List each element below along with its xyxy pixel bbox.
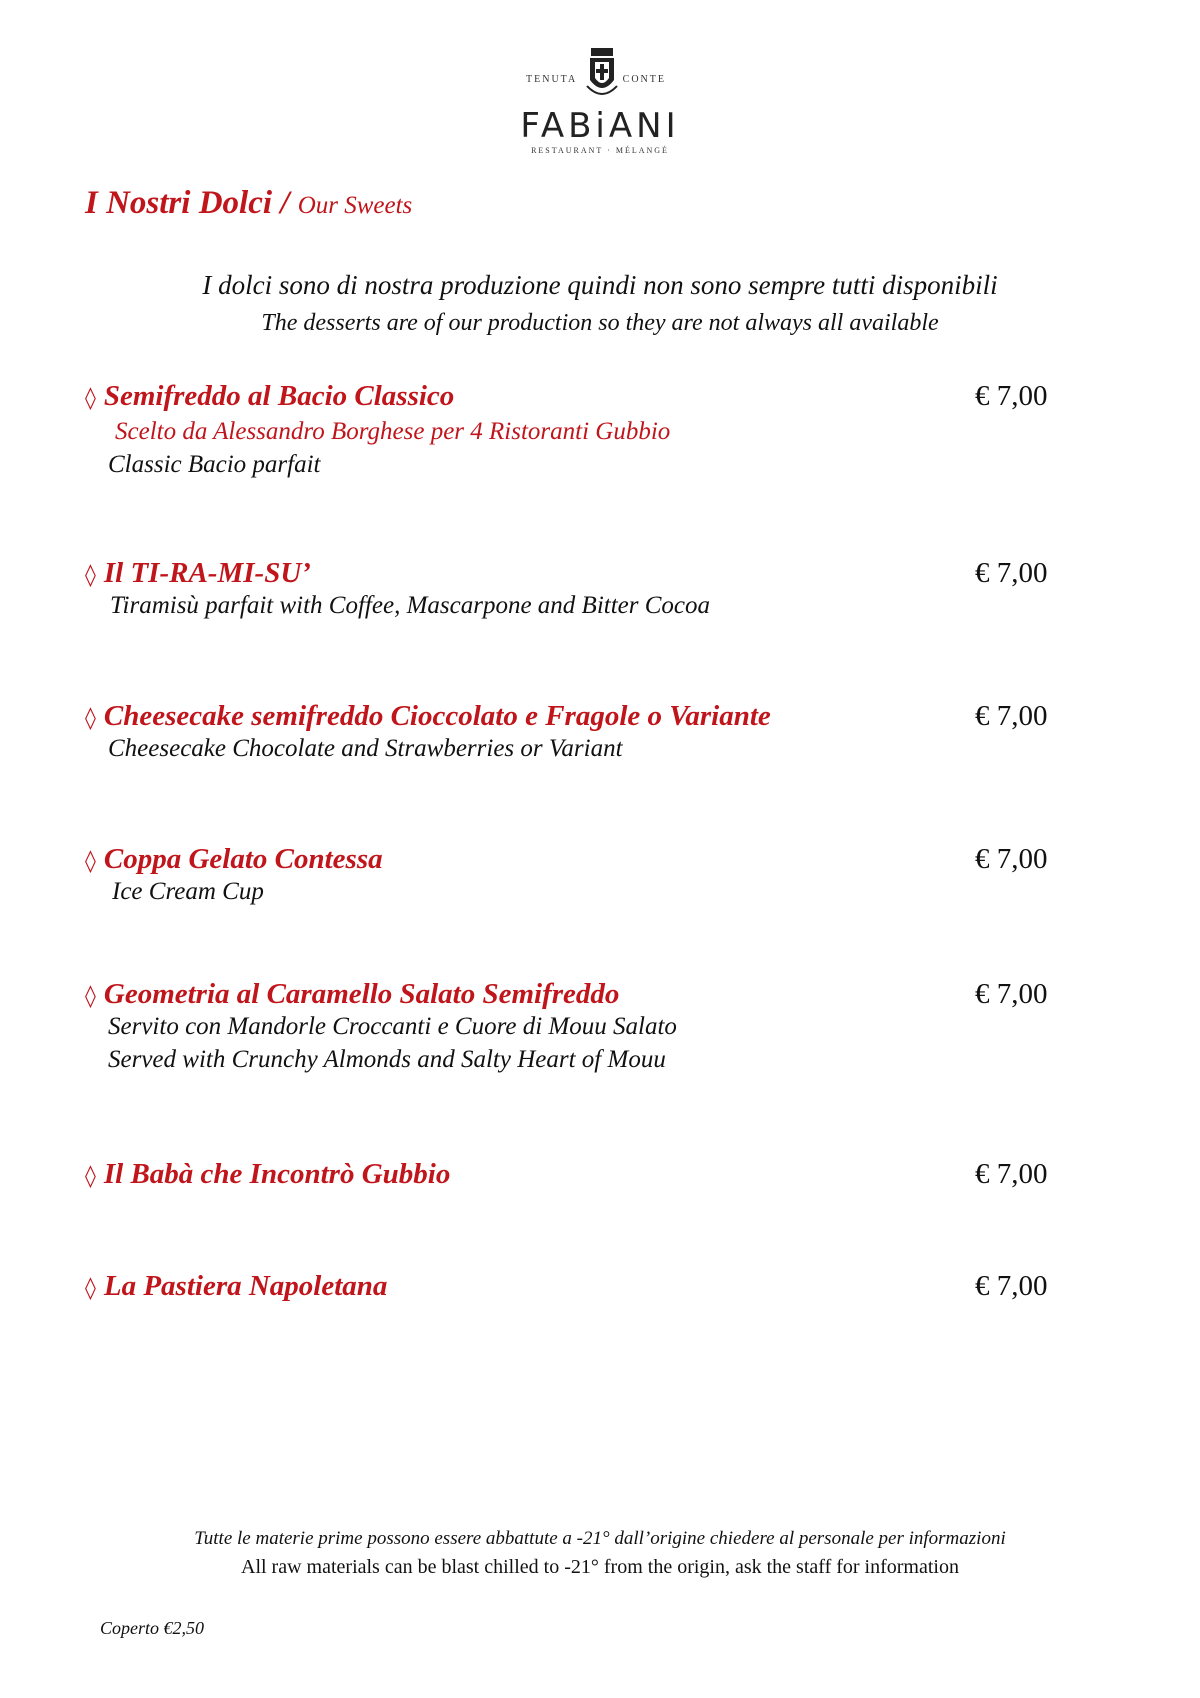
- menu-item-description: Cheesecake Chocolate and Strawberries or Variant: [108, 735, 623, 762]
- diamond-icon: ◊: [85, 1164, 96, 1189]
- menu-item-price: € 7,00: [975, 843, 1048, 875]
- page-title-it: I Nostri Dolci /: [85, 185, 290, 221]
- menu-item-title: Semifreddo al Bacio Classico: [103, 380, 455, 412]
- diamond-icon: ◊: [85, 984, 96, 1009]
- diamond-icon: ◊: [85, 386, 96, 411]
- diamond-icon: ◊: [85, 1276, 96, 1301]
- menu-item-price: € 7,00: [975, 380, 1048, 412]
- logo-top-left-text: TENUTA: [526, 74, 578, 85]
- cover-charge: Coperto €2,50: [100, 1618, 205, 1638]
- footer-note-it: Tutte le materie prime possono essere abbattute a -21° dall’origine chiedere al personale per informazioni: [194, 1528, 1006, 1549]
- logo-brand-name: FABiANI: [520, 106, 680, 146]
- menu-item-description: Tiramisù parfait with Coffee, Mascarpone and Bitter Cocoa: [110, 592, 710, 619]
- logo-top-right-text: CONTE: [622, 74, 666, 85]
- menu-item-title: Coppa Gelato Contessa: [103, 843, 383, 875]
- menu-item-name: [85, 978, 619, 1011]
- menu-item-price: € 7,00: [975, 1270, 1048, 1302]
- menu-item-title: Cheesecake semifreddo Cioccolato e Fragole o Variante: [103, 700, 771, 732]
- diamond-icon: ◊: [85, 706, 96, 731]
- menu-item-title: Il TI-RA-MI-SU’: [103, 557, 311, 589]
- diamond-icon: ◊: [85, 563, 96, 588]
- menu-item-name: [85, 557, 311, 590]
- menu-item-price: € 7,00: [975, 557, 1048, 589]
- menu-item-price: € 7,00: [975, 700, 1048, 732]
- menu-item-title: La Pastiera Napoletana: [103, 1270, 388, 1302]
- menu-item-price: € 7,00: [975, 978, 1048, 1010]
- menu-item-description: Scelto da Alessandro Borghese per 4 Ristoranti Gubbio: [115, 418, 671, 445]
- page-title-en: Our Sweets: [297, 192, 413, 219]
- availability-note-en: The desserts are of our production so they are not always all available: [261, 310, 939, 336]
- menu-item-name: [85, 380, 454, 413]
- menu-item-name: [85, 1270, 387, 1303]
- menu-item-title: Geometria al Caramello Salato Semifreddo: [103, 978, 620, 1010]
- menu-item-name: [85, 700, 771, 733]
- menu-item-description: Served with Crunchy Almonds and Salty Heart of Mouu: [108, 1046, 666, 1073]
- menu-item-description: Classic Bacio parfait: [108, 451, 321, 478]
- menu-item-price: € 7,00: [975, 1158, 1048, 1190]
- diamond-icon: ◊: [85, 849, 96, 874]
- logo-subtitle: RESTAURANT · MÉLANGÉ: [531, 146, 669, 155]
- menu-item-description: Servito con Mandorle Croccanti e Cuore di Mouu Salato: [108, 1013, 677, 1040]
- footer-note-en: All raw materials can be blast chilled to -21° from the origin, ask the staff for information: [241, 1556, 959, 1578]
- menu-item-description: Ice Cream Cup: [112, 878, 264, 905]
- menu-item-title: Il Babà che Incontrò Gubbio: [103, 1158, 451, 1190]
- crest-icon: [585, 46, 619, 100]
- availability-note-it: I dolci sono di nostra produzione quindi non sono sempre tutti disponibili: [202, 270, 998, 300]
- menu-item-name: [85, 1158, 450, 1191]
- restaurant-logo: [510, 46, 690, 158]
- page-title: [85, 185, 412, 222]
- menu-item-name: [85, 843, 383, 876]
